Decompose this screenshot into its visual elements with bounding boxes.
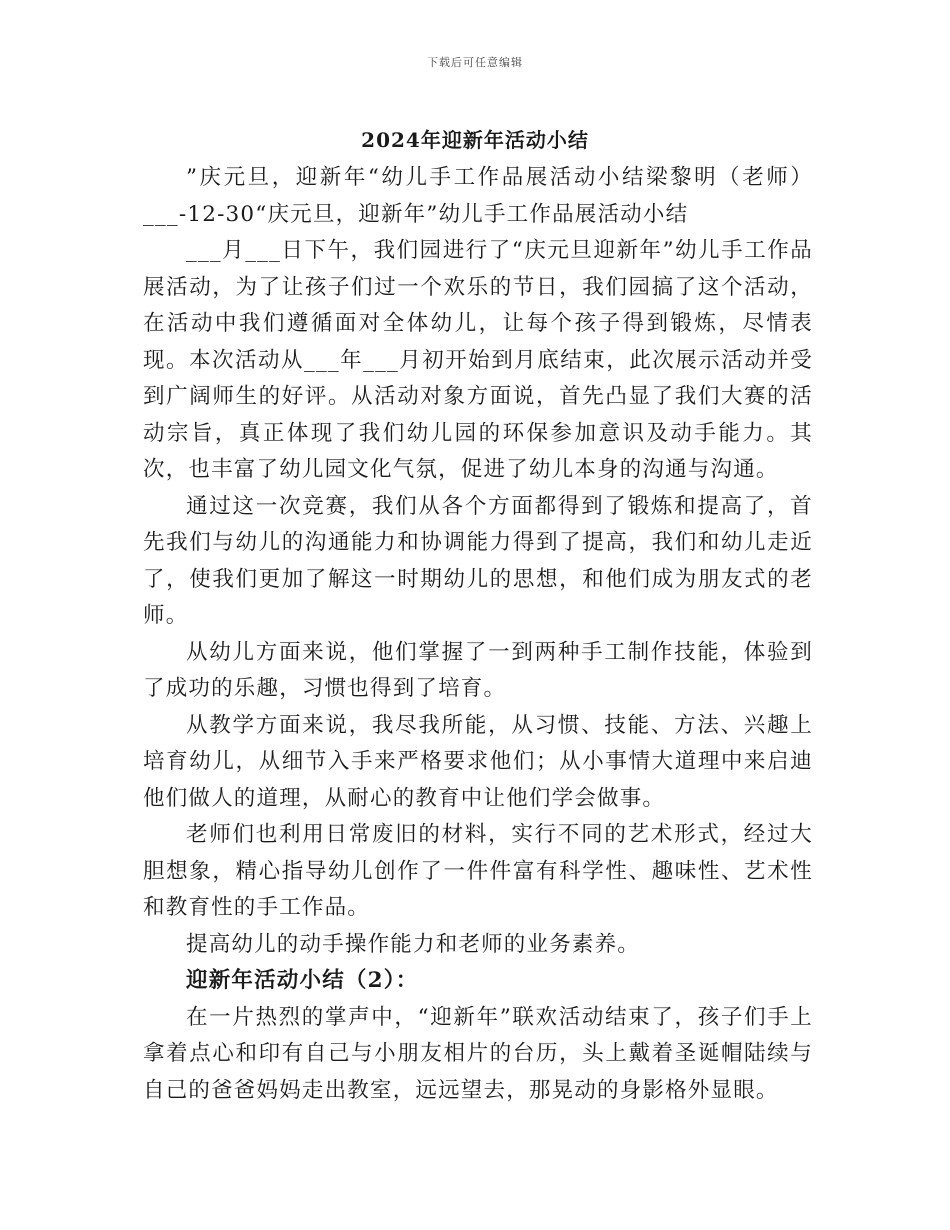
section-2-heading: 迎新年活动小结（2）：: [186, 968, 419, 993]
paragraph-7: 提高幼儿的动手操作能力和老师的业务素养。: [186, 931, 641, 957]
paragraph-1: ”庆元旦，迎新年“幼儿手工作品展活动小结梁黎明（老师）___-12-30“庆元旦，迎新年”幼儿手工作品展活动小结: [143, 165, 813, 227]
paragraph-3: 通过这一次竞赛，我们从各个方面都得到了锻炼和提高了，首先我们与幼儿的沟通能力和协调能力得到了提高，我们和幼儿走近了，使我们更加了解这一时期幼儿的思想，和他们成为朋友式的老师。: [143, 493, 813, 628]
paragraph-6: 老师们也利用日常废旧的材料，实行不同的艺术形式，经过大胆想象，精心指导幼儿创作了一件件富有科学性、趣味性、艺术性和教育性的手工作品。: [143, 822, 813, 920]
document-body: [143, 160, 813, 1109]
paragraph-4: 从幼儿方面来说，他们掌握了一到两种手工制作技能，体验到了成功的乐趣，习惯也得到了培育。: [143, 639, 813, 701]
page-header-note: 下载后可任意编辑: [427, 56, 523, 69]
paragraph-5: 从教学方面来说，我尽我所能，从习惯、技能、方法、兴趣上培育幼儿，从细节入手来严格要求他们；从小事情大道理中来启迪他们做人的道理，从耐心的教育中让他们学会做事。: [143, 712, 813, 811]
section-2-paragraph-1: 在一片热烈的掌声中，“迎新年”联欢活动结束了，孩子们手上拿着点心和印有自己与小朋友相片的台历，头上戴着圣诞帽陆续与自己的爸爸妈妈走出教室，远远望去，那晃动的身影格外显眼。: [143, 1004, 813, 1103]
paragraph-2: ___月___日下午，我们园进行了“庆元旦迎新年”幼儿手工作品展活动，为了让孩子们过一个欢乐的节日，我们园搞了这个活动，在活动中我们遵循面对全体幼儿，让每个孩子得到锻炼，尽情表现。本次活动从___年___月初开始到月底结束，此次展示活动并受到广阔师生的好评。从活动对象方面说，首先凸显了我们大赛的活动宗旨，真正体现了我们幼儿园的环保参加意识及动手能力。其次，也丰富了幼儿园文化气氛，促进了幼儿本身的沟通与沟通。: [143, 238, 813, 482]
document-title: 2024年迎新年活动小结: [361, 128, 589, 152]
